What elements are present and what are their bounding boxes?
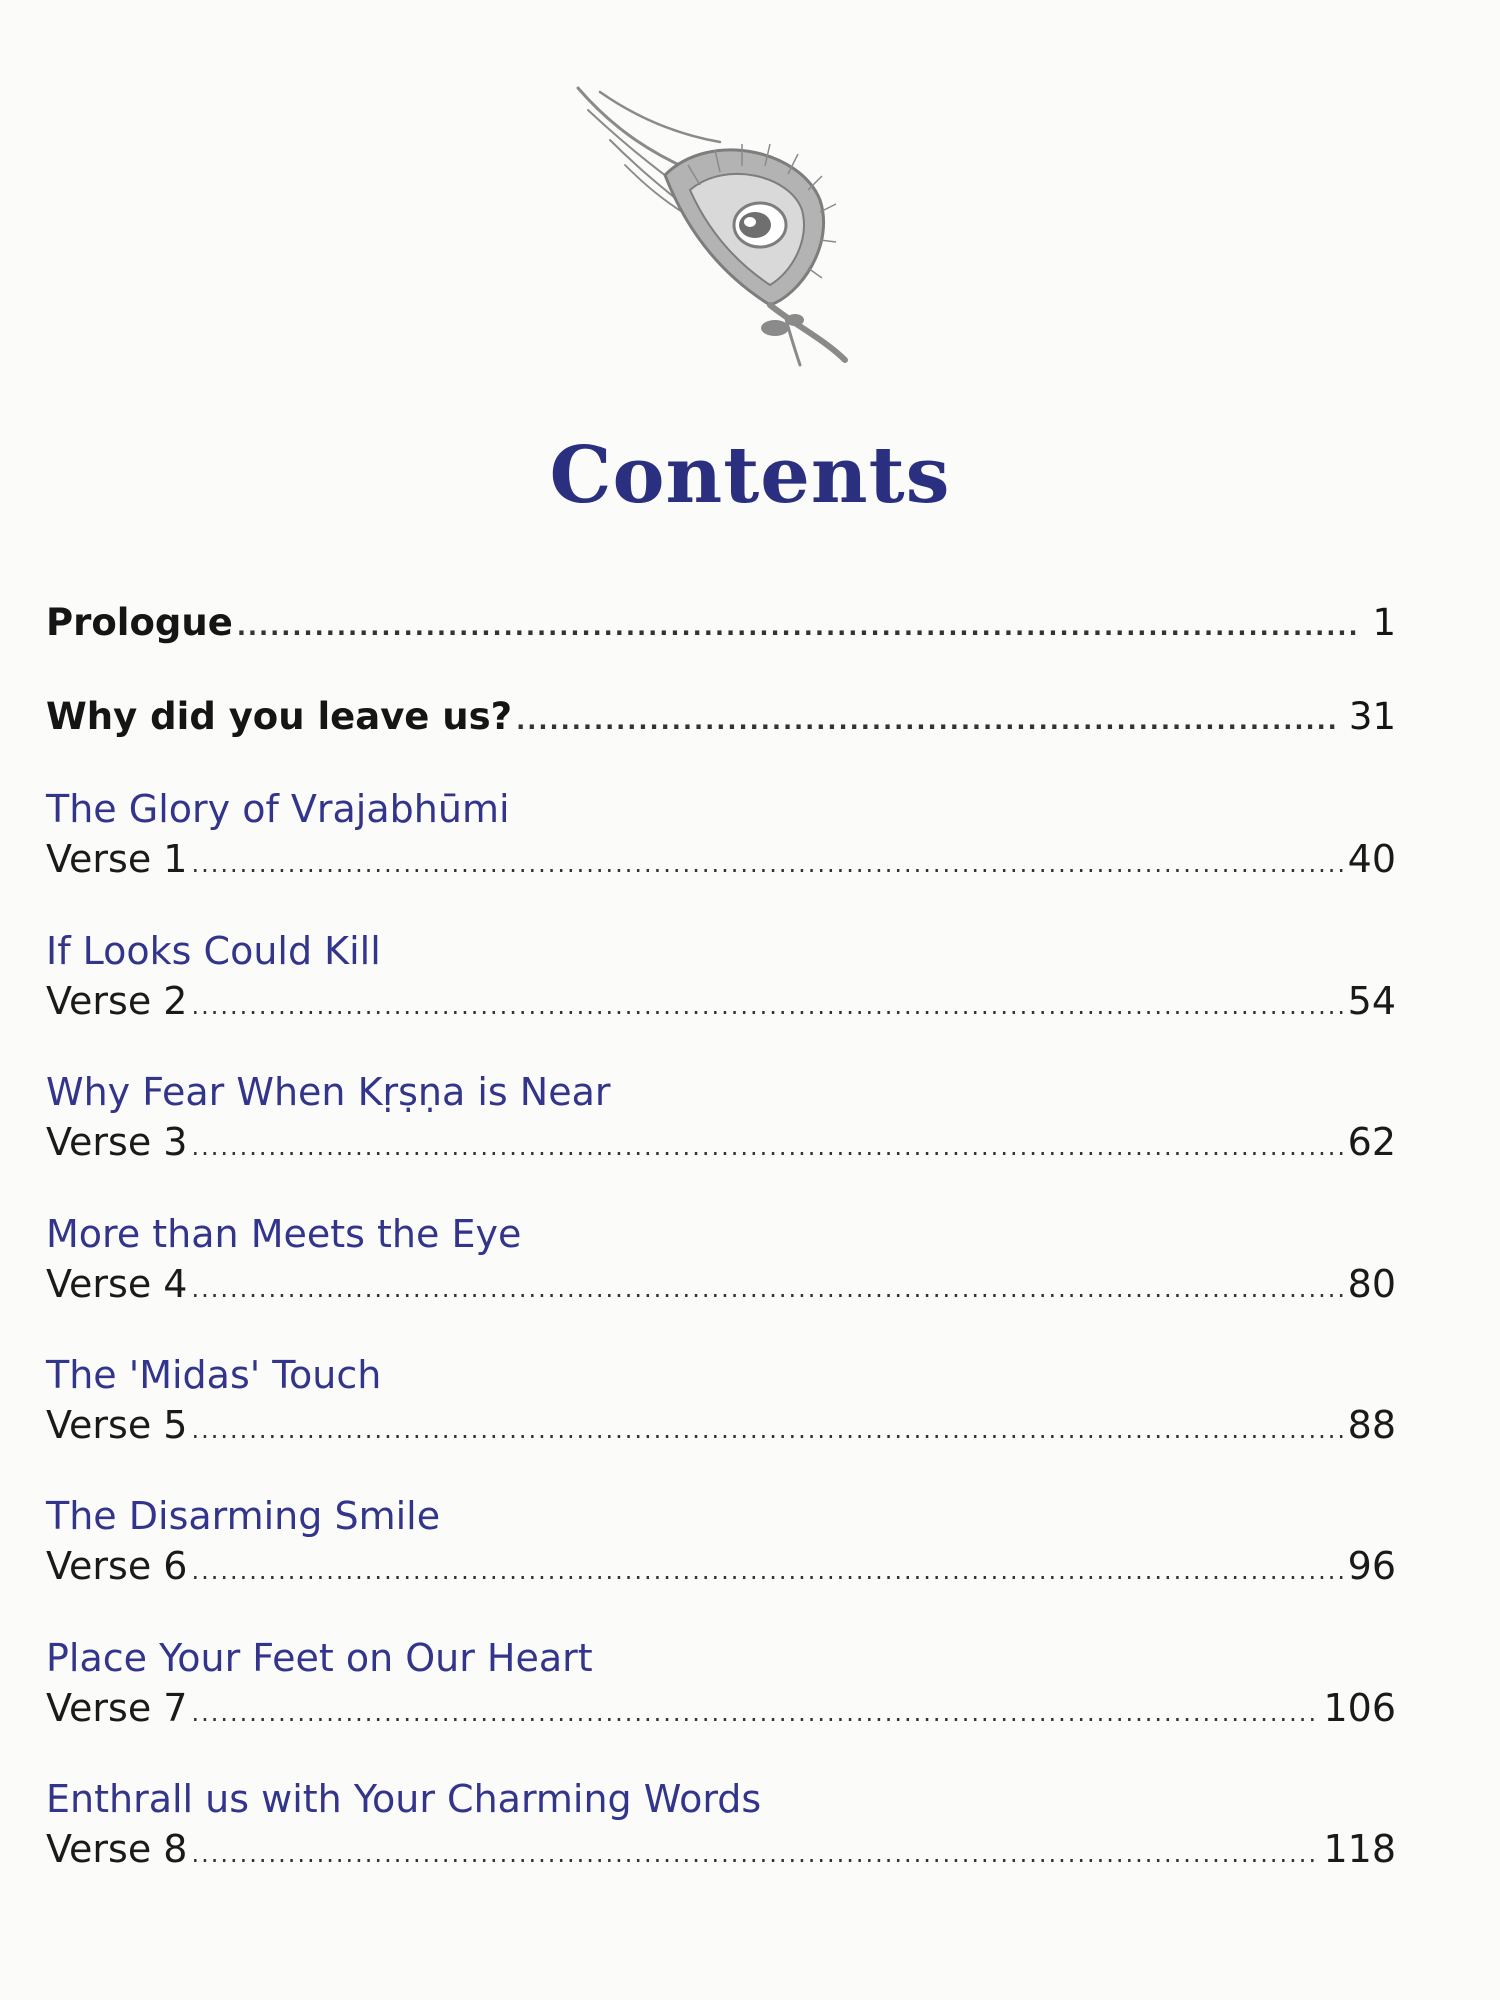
- page-title: Contents: [549, 430, 951, 521]
- toc-entry[interactable]: [46, 1774, 1396, 1879]
- dot-leader: [191, 1829, 1319, 1879]
- chapter-title: If Looks Could Kill: [46, 929, 381, 973]
- peacock-feather-icon: [570, 80, 900, 370]
- toc-entry-label: Verse 4: [46, 1262, 188, 1306]
- toc-entry-label: Verse 7: [46, 1686, 188, 1730]
- toc-page-number: 62: [1347, 1120, 1396, 1164]
- toc-page-number: 31: [1348, 695, 1396, 738]
- dot-leader: [191, 1122, 1343, 1172]
- toc-page-number: 54: [1347, 979, 1396, 1023]
- dot-leader: [516, 696, 1337, 746]
- toc-entry-label: Verse 2: [46, 979, 188, 1023]
- toc-entry-label: Verse 6: [46, 1544, 188, 1588]
- toc-entry-label: Verse 1: [46, 837, 188, 881]
- toc-entry[interactable]: [46, 1633, 1396, 1738]
- toc-entry[interactable]: [46, 1067, 1396, 1172]
- toc-line: [46, 1400, 1396, 1455]
- toc-entry-label: Verse 5: [46, 1403, 188, 1447]
- toc-line: [46, 1117, 1396, 1172]
- toc-entry[interactable]: [46, 1209, 1396, 1314]
- toc-line: [46, 1683, 1396, 1738]
- toc-line: [46, 834, 1396, 889]
- dot-leader: [191, 1688, 1319, 1738]
- chapter-title: Enthrall us with Your Charming Words: [46, 1777, 762, 1821]
- dot-leader: [191, 839, 1343, 889]
- toc-page-number: 106: [1323, 1686, 1396, 1730]
- dot-leader: [191, 981, 1343, 1031]
- chapter-title: Why Fear When Kṛṣṇa is Near: [46, 1070, 611, 1114]
- toc-line: [46, 976, 1396, 1031]
- toc-entry[interactable]: [46, 784, 1396, 889]
- toc-entry[interactable]: [46, 598, 1396, 652]
- dot-leader: [191, 1264, 1343, 1314]
- dot-leader: [237, 602, 1361, 652]
- toc-entry[interactable]: [46, 1491, 1396, 1596]
- chapter-title: The Disarming Smile: [46, 1494, 441, 1538]
- toc-page-number: 80: [1347, 1262, 1396, 1306]
- toc-line: [46, 1541, 1396, 1596]
- toc-line: [46, 1824, 1396, 1879]
- dot-leader: [191, 1405, 1343, 1455]
- toc-page-number: 96: [1347, 1544, 1396, 1588]
- toc-page-number: 118: [1323, 1827, 1396, 1871]
- chapter-title: More than Meets the Eye: [46, 1212, 522, 1256]
- toc-page-number: 1: [1372, 601, 1396, 644]
- chapter-title: The 'Midas' Touch: [46, 1353, 382, 1397]
- chapter-title: Place Your Feet on Our Heart: [46, 1636, 593, 1680]
- toc-entry-label: Why did you leave us?: [46, 695, 513, 738]
- toc-entry[interactable]: [46, 692, 1396, 746]
- toc-page-number: 88: [1347, 1403, 1396, 1447]
- toc-line: [46, 1259, 1396, 1314]
- toc-entry[interactable]: [46, 1350, 1396, 1455]
- toc-entry[interactable]: [46, 926, 1396, 1031]
- toc-line: [46, 598, 1396, 652]
- toc-entry-label: Verse 3: [46, 1120, 188, 1164]
- chapter-title: The Glory of Vrajabhūmi: [46, 787, 510, 831]
- toc-entry-label: Verse 8: [46, 1827, 188, 1871]
- toc-page-number: 40: [1347, 837, 1396, 881]
- toc-entry-label: Prologue: [46, 601, 233, 644]
- dot-leader: [191, 1546, 1343, 1596]
- toc-line: [46, 692, 1396, 746]
